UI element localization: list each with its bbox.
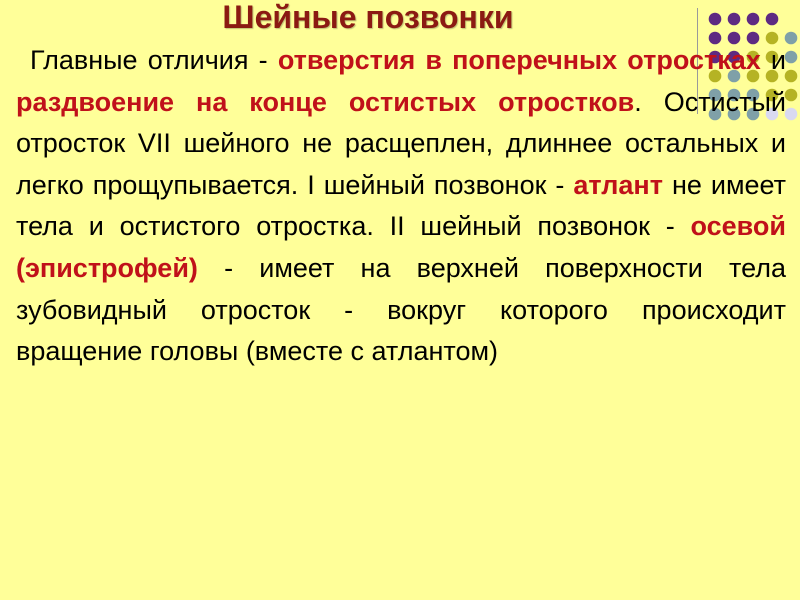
body-text-segment: и bbox=[760, 45, 786, 75]
decorative-dot bbox=[785, 51, 798, 64]
decorative-dot bbox=[766, 13, 779, 26]
body-text-segment: - имеет на верхней поверхности тела зубовидный отросток - вокруг которого происходит вращение головы (вместе с атлантом) bbox=[16, 252, 786, 367]
body-text-segment: не имеет тела и остистого отростка. II шейный позвонок - bbox=[16, 169, 787, 242]
slide-title: Шейные позвонки bbox=[222, 0, 514, 35]
decorative-dot bbox=[785, 89, 798, 102]
body-text-segment: . Остистый отросток VII шейного не расщеплен, длиннее остальных и легко прощупывается. I шейный позвонок - bbox=[16, 86, 786, 200]
decorative-dot bbox=[747, 13, 760, 26]
decorative-dot bbox=[785, 70, 798, 83]
emphasis-bifid-spinous: раздвоение на конце остистых отростков bbox=[16, 86, 635, 117]
body-text-segment: Главные отличия - bbox=[30, 45, 278, 75]
emphasis-atlas: атлант bbox=[573, 169, 663, 200]
emphasis-axis: осевой (эпистрофей) bbox=[16, 211, 786, 283]
decorative-dot bbox=[785, 108, 798, 121]
slide-body bbox=[16, 40, 786, 373]
emphasis-transverse-foramina: отверстия в поперечных отростках bbox=[277, 45, 761, 75]
decorative-dot bbox=[785, 32, 798, 45]
